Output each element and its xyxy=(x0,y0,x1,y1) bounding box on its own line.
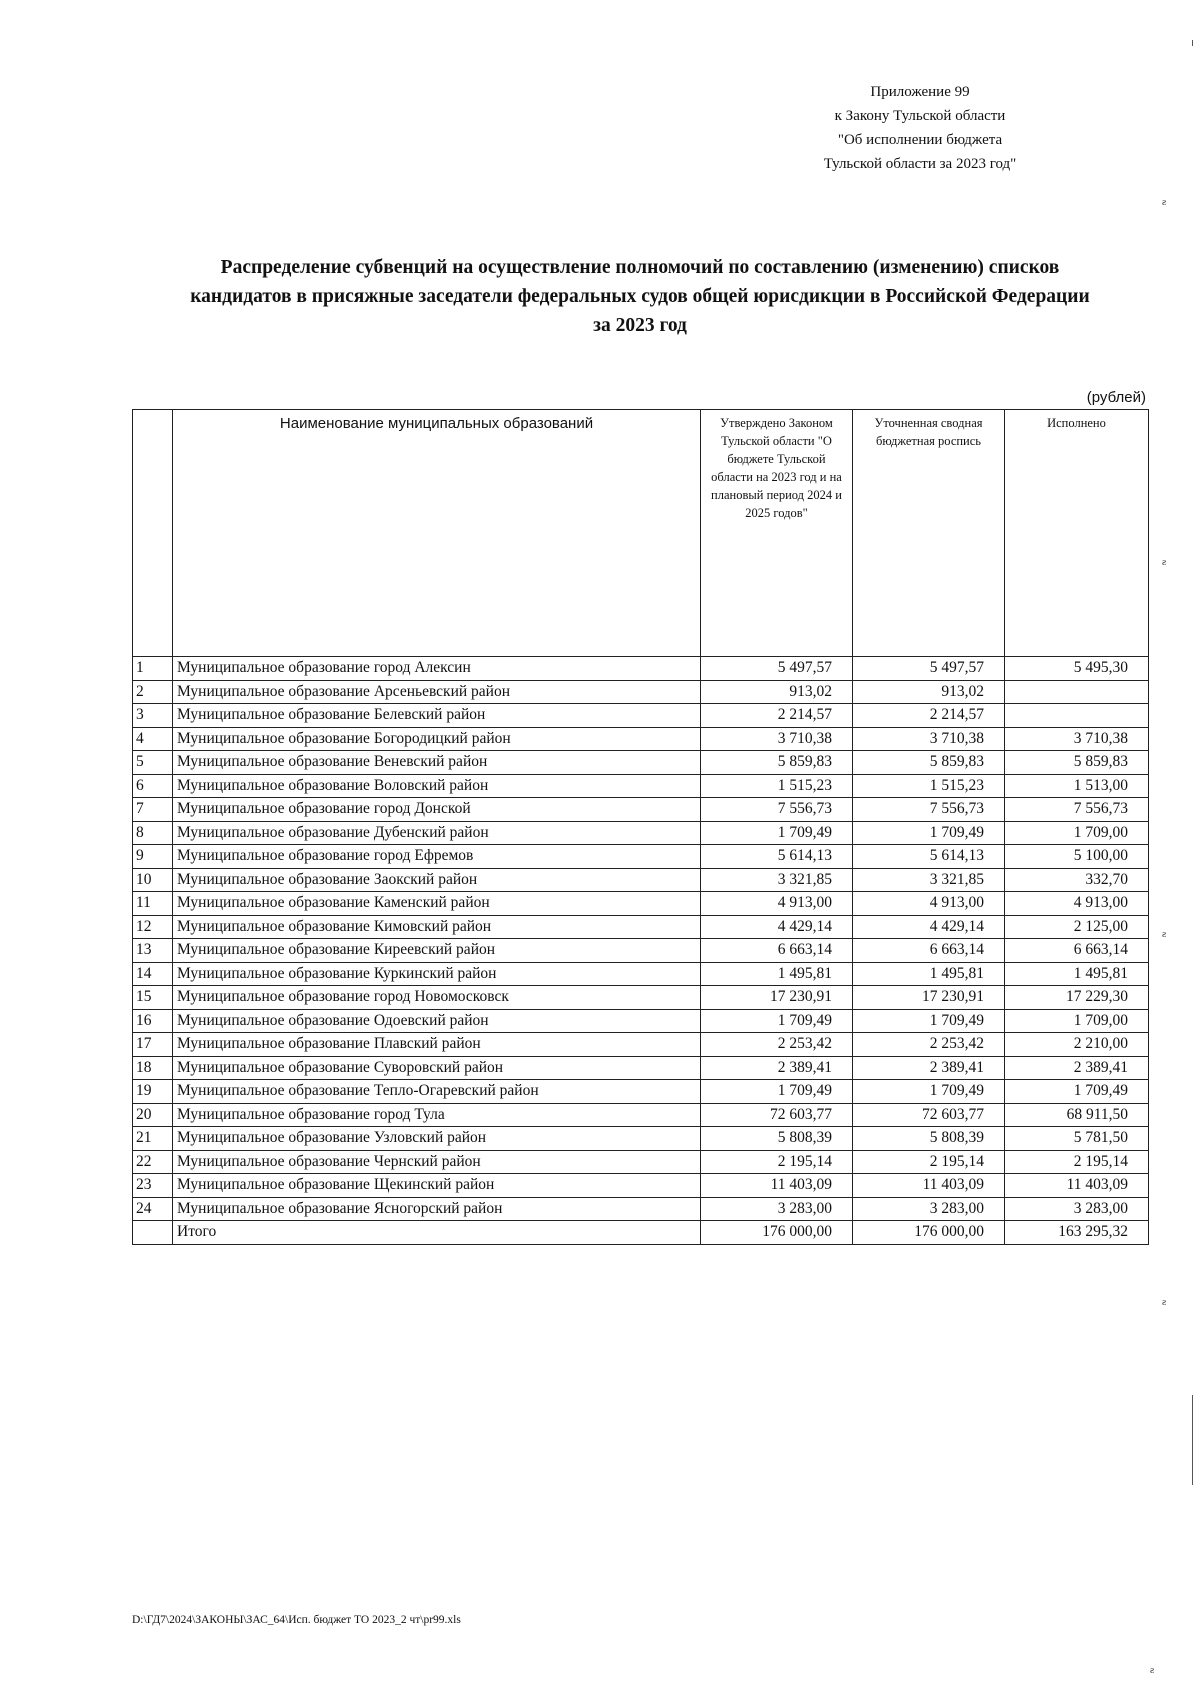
row-approved-value: 3 710,38 xyxy=(701,727,853,751)
table-row xyxy=(133,680,1149,704)
row-refined-value: 1 709,49 xyxy=(853,1009,1005,1033)
header-executed: Исполнено xyxy=(1005,410,1149,657)
row-number: 7 xyxy=(133,798,173,822)
row-number: 6 xyxy=(133,774,173,798)
row-executed-value: 5 781,50 xyxy=(1005,1127,1149,1151)
table-row xyxy=(133,774,1149,798)
scan-dot: ƨ xyxy=(1150,1664,1155,1676)
row-number: 15 xyxy=(133,986,173,1010)
row-number: 3 xyxy=(133,704,173,728)
row-number: 11 xyxy=(133,892,173,916)
row-municipality-name: Муниципальное образование город Ефремов xyxy=(173,845,701,869)
row-municipality-name: Муниципальное образование город Тула xyxy=(173,1103,701,1127)
row-municipality-name: Муниципальное образование город Алексин xyxy=(173,657,701,681)
row-executed-value: 3 283,00 xyxy=(1005,1197,1149,1221)
scan-edge-mark xyxy=(1192,40,1193,46)
row-refined-value: 4 429,14 xyxy=(853,915,1005,939)
row-refined-value: 4 913,00 xyxy=(853,892,1005,916)
table-row xyxy=(133,1033,1149,1057)
scan-dot: ƨ xyxy=(1162,928,1167,940)
row-number: 14 xyxy=(133,962,173,986)
table-row xyxy=(133,1056,1149,1080)
row-executed-value: 4 913,00 xyxy=(1005,892,1149,916)
appendix-line: "Об исполнении бюджета xyxy=(837,132,1003,148)
row-refined-value: 5 808,39 xyxy=(853,1127,1005,1151)
table-row xyxy=(133,657,1149,681)
row-approved-value: 1 709,49 xyxy=(701,1080,853,1104)
row-approved-value: 1 515,23 xyxy=(701,774,853,798)
subventions-table xyxy=(132,409,1149,1245)
row-number: 8 xyxy=(133,821,173,845)
row-refined-value: 5 497,57 xyxy=(853,657,1005,681)
table-row xyxy=(133,892,1149,916)
row-executed-value xyxy=(1005,704,1149,728)
appendix-line: Приложение 99 xyxy=(870,84,970,100)
row-municipality-name: Муниципальное образование Киреевский район xyxy=(173,939,701,963)
row-number: 2 xyxy=(133,680,173,704)
row-executed-value: 11 403,09 xyxy=(1005,1174,1149,1198)
row-number: 5 xyxy=(133,751,173,775)
row-refined-value: 7 556,73 xyxy=(853,798,1005,822)
row-number: 20 xyxy=(133,1103,173,1127)
table-row xyxy=(133,868,1149,892)
title-line: кандидатов в присяжные заседатели федеральных судов общей юрисдикции в Российской Федерации xyxy=(190,286,1090,307)
table-row xyxy=(133,1103,1149,1127)
row-municipality-name: Муниципальное образование Богородицкий район xyxy=(173,727,701,751)
title-line: Распределение субвенций на осуществление полномочий по составлению (изменению) списков xyxy=(220,257,1060,278)
row-executed-value: 2 195,14 xyxy=(1005,1150,1149,1174)
table-row xyxy=(133,798,1149,822)
appendix-line: к Закону Тульской области xyxy=(834,108,1006,124)
row-approved-value: 2 389,41 xyxy=(701,1056,853,1080)
row-number: 9 xyxy=(133,845,173,869)
row-refined-value: 1 515,23 xyxy=(853,774,1005,798)
row-municipality-name: Муниципальное образование Заокский район xyxy=(173,868,701,892)
row-municipality-name: Муниципальное образование Арсеньевский район xyxy=(173,680,701,704)
row-municipality-name: Муниципальное образование Плавский район xyxy=(173,1033,701,1057)
row-refined-value: 1 709,49 xyxy=(853,1080,1005,1104)
row-refined-value: 5 859,83 xyxy=(853,751,1005,775)
row-municipality-name: Муниципальное образование Дубенский район xyxy=(173,821,701,845)
appendix-line: Тульской области за 2023 год" xyxy=(823,156,1017,172)
table-row xyxy=(133,1150,1149,1174)
row-municipality-name: Муниципальное образование Суворовский район xyxy=(173,1056,701,1080)
row-number: 23 xyxy=(133,1174,173,1198)
row-refined-value: 6 663,14 xyxy=(853,939,1005,963)
table-row xyxy=(133,939,1149,963)
row-approved-value: 5 859,83 xyxy=(701,751,853,775)
row-municipality-name: Муниципальное образование город Новомосковск xyxy=(173,986,701,1010)
table-row xyxy=(133,1080,1149,1104)
row-executed-value: 17 229,30 xyxy=(1005,986,1149,1010)
row-executed-value: 332,70 xyxy=(1005,868,1149,892)
row-executed-value: 2 389,41 xyxy=(1005,1056,1149,1080)
row-number: 12 xyxy=(133,915,173,939)
row-executed-value: 6 663,14 xyxy=(1005,939,1149,963)
row-number: 13 xyxy=(133,939,173,963)
row-number: 22 xyxy=(133,1150,173,1174)
row-number: 18 xyxy=(133,1056,173,1080)
table-row xyxy=(133,751,1149,775)
row-executed-value: 5 100,00 xyxy=(1005,845,1149,869)
scan-dot: ƨ xyxy=(1162,196,1167,208)
row-approved-value: 1 495,81 xyxy=(701,962,853,986)
row-refined-value: 913,02 xyxy=(853,680,1005,704)
row-municipality-name: Муниципальное образование Ясногорский район xyxy=(173,1197,701,1221)
row-number: 24 xyxy=(133,1197,173,1221)
row-municipality-name: Муниципальное образование Тепло-Огаревский район xyxy=(173,1080,701,1104)
row-refined-value: 1 709,49 xyxy=(853,821,1005,845)
row-municipality-name: Муниципальное образование Белевский район xyxy=(173,704,701,728)
row-municipality-name: Муниципальное образование Одоевский район xyxy=(173,1009,701,1033)
units-label: (рублей) xyxy=(1086,389,1146,406)
row-approved-value: 1 709,49 xyxy=(701,1009,853,1033)
row-number: 1 xyxy=(133,657,173,681)
row-municipality-name: Муниципальное образование Воловский район xyxy=(173,774,701,798)
row-municipality-name: Муниципальное образование Кимовский район xyxy=(173,915,701,939)
row-refined-value: 1 495,81 xyxy=(853,962,1005,986)
table-row xyxy=(133,1197,1149,1221)
row-approved-value: 913,02 xyxy=(701,680,853,704)
row-executed-value: 68 911,50 xyxy=(1005,1103,1149,1127)
row-approved-value: 3 321,85 xyxy=(701,868,853,892)
table-row xyxy=(133,962,1149,986)
row-refined-value: 17 230,91 xyxy=(853,986,1005,1010)
table-row xyxy=(133,986,1149,1010)
row-approved-value: 2 214,57 xyxy=(701,704,853,728)
row-refined-value: 3 710,38 xyxy=(853,727,1005,751)
appendix-block xyxy=(780,80,1060,176)
header-approved: Утверждено Законом Тульской области "О бюджете Тульской области на 2023 год и на плановый период 2024 и 2025 годов" xyxy=(701,410,853,657)
row-municipality-name: Муниципальное образование Щекинский район xyxy=(173,1174,701,1198)
row-number: 4 xyxy=(133,727,173,751)
header-name: Наименование муниципальных образований xyxy=(173,410,701,657)
row-executed-value: 3 710,38 xyxy=(1005,727,1149,751)
row-approved-value: 17 230,91 xyxy=(701,986,853,1010)
row-municipality-name: Муниципальное образование Веневский район xyxy=(173,751,701,775)
row-number: 19 xyxy=(133,1080,173,1104)
scan-edge-mark xyxy=(1192,1395,1193,1485)
row-approved-value: 3 283,00 xyxy=(701,1197,853,1221)
row-approved-value: 7 556,73 xyxy=(701,798,853,822)
table-row xyxy=(133,915,1149,939)
row-approved-value: 1 709,49 xyxy=(701,821,853,845)
row-refined-value: 2 214,57 xyxy=(853,704,1005,728)
total-label: Итого xyxy=(173,1221,701,1245)
row-municipality-name: Муниципальное образование Узловский район xyxy=(173,1127,701,1151)
header-number-cell xyxy=(133,410,173,657)
row-executed-value: 7 556,73 xyxy=(1005,798,1149,822)
row-number: 17 xyxy=(133,1033,173,1057)
table-row xyxy=(133,727,1149,751)
row-executed-value: 5 495,30 xyxy=(1005,657,1149,681)
row-executed-value: 1 513,00 xyxy=(1005,774,1149,798)
table-header-row xyxy=(133,410,1149,657)
row-approved-value: 72 603,77 xyxy=(701,1103,853,1127)
total-number xyxy=(133,1221,173,1245)
row-number: 16 xyxy=(133,1009,173,1033)
title-line: за 2023 год xyxy=(593,315,687,336)
row-refined-value: 5 614,13 xyxy=(853,845,1005,869)
total-row xyxy=(133,1221,1149,1245)
row-approved-value: 4 429,14 xyxy=(701,915,853,939)
row-approved-value: 11 403,09 xyxy=(701,1174,853,1198)
scan-dot: ƨ xyxy=(1162,556,1167,568)
row-refined-value: 3 283,00 xyxy=(853,1197,1005,1221)
row-refined-value: 3 321,85 xyxy=(853,868,1005,892)
table-row xyxy=(133,704,1149,728)
row-executed-value: 1 709,00 xyxy=(1005,1009,1149,1033)
total-executed: 163 295,32 xyxy=(1005,1221,1149,1245)
row-executed-value: 2 125,00 xyxy=(1005,915,1149,939)
row-approved-value: 2 253,42 xyxy=(701,1033,853,1057)
row-municipality-name: Муниципальное образование город Донской xyxy=(173,798,701,822)
row-municipality-name: Муниципальное образование Куркинский район xyxy=(173,962,701,986)
row-refined-value: 2 195,14 xyxy=(853,1150,1005,1174)
table-row xyxy=(133,845,1149,869)
scan-dot: ƨ xyxy=(1162,1296,1167,1308)
row-approved-value: 4 913,00 xyxy=(701,892,853,916)
row-number: 10 xyxy=(133,868,173,892)
table-row xyxy=(133,821,1149,845)
row-executed-value: 1 495,81 xyxy=(1005,962,1149,986)
row-municipality-name: Муниципальное образование Каменский район xyxy=(173,892,701,916)
row-municipality-name: Муниципальное образование Чернский район xyxy=(173,1150,701,1174)
row-approved-value: 5 497,57 xyxy=(701,657,853,681)
row-approved-value: 2 195,14 xyxy=(701,1150,853,1174)
row-number: 21 xyxy=(133,1127,173,1151)
header-refined: Уточненная сводная бюджетная роспись xyxy=(853,410,1005,657)
row-refined-value: 2 253,42 xyxy=(853,1033,1005,1057)
row-refined-value: 72 603,77 xyxy=(853,1103,1005,1127)
row-refined-value: 2 389,41 xyxy=(853,1056,1005,1080)
file-path-footer: D:\ГД7\2024\ЗАКОНЫ\ЗАС_64\Исп. бюджет ТО 2023_2 чт\pr99.xls xyxy=(132,1614,461,1626)
table-row xyxy=(133,1174,1149,1198)
row-executed-value xyxy=(1005,680,1149,704)
row-refined-value: 11 403,09 xyxy=(853,1174,1005,1198)
document-title xyxy=(120,253,1160,340)
total-refined: 176 000,00 xyxy=(853,1221,1005,1245)
row-executed-value: 5 859,83 xyxy=(1005,751,1149,775)
row-executed-value: 1 709,00 xyxy=(1005,821,1149,845)
row-approved-value: 5 614,13 xyxy=(701,845,853,869)
row-executed-value: 1 709,49 xyxy=(1005,1080,1149,1104)
table-row xyxy=(133,1127,1149,1151)
row-approved-value: 6 663,14 xyxy=(701,939,853,963)
row-approved-value: 5 808,39 xyxy=(701,1127,853,1151)
table-row xyxy=(133,1009,1149,1033)
row-executed-value: 2 210,00 xyxy=(1005,1033,1149,1057)
total-approved: 176 000,00 xyxy=(701,1221,853,1245)
